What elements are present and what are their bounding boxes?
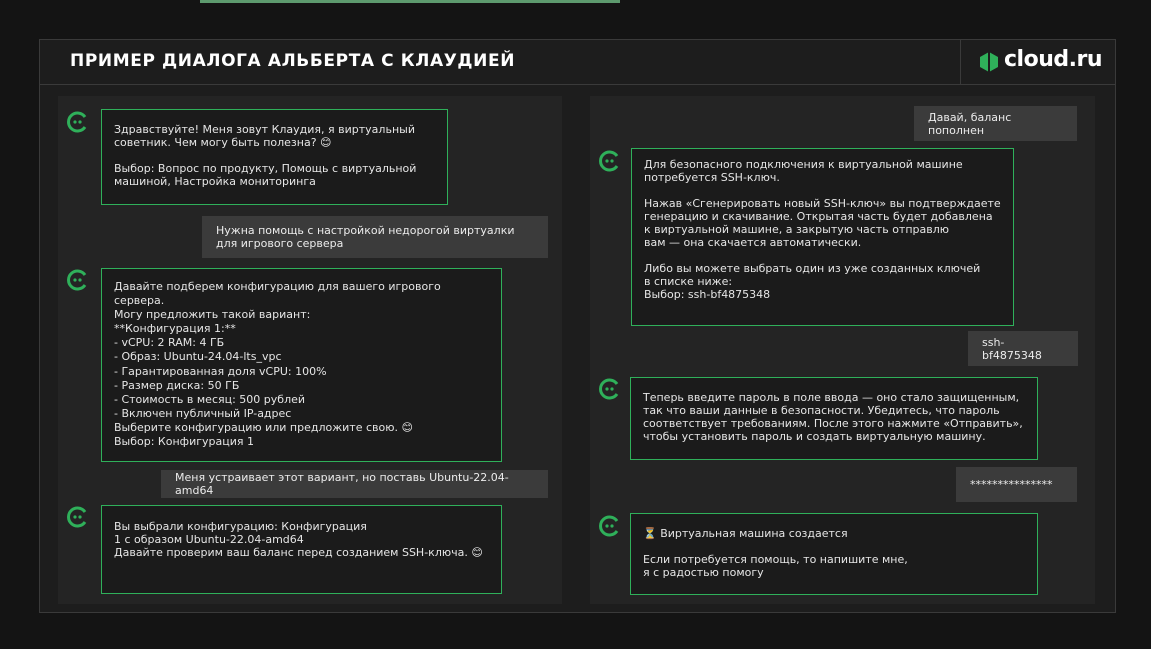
user-message: Давай, баланс пополнен xyxy=(914,106,1077,141)
bot-message: Теперь введите пароль в поле ввода — оно стало защищенным, так что ваши данные в безопасности. Убедитесь, что пароль соответствует требованиям. После этого нажмите «Отправить», чтобы установить пароль и создать виртуальную машину. xyxy=(630,377,1038,460)
page-title: ПРИМЕР ДИАЛОГА АЛЬБЕРТА С КЛАУДИЕЙ xyxy=(70,51,516,71)
bot-avatar-icon xyxy=(67,269,89,291)
logo xyxy=(960,40,1116,84)
logo-text: cloud.ru xyxy=(1004,47,1102,72)
cloud-logo-icon xyxy=(978,51,1000,73)
slide-header xyxy=(40,40,1115,85)
slide-frame xyxy=(39,39,1116,613)
user-message: *************** xyxy=(956,467,1077,502)
chat-panel-right xyxy=(590,96,1095,604)
user-message: Меня устраивает этот вариант, но поставь Ubuntu-22.04-amd64 xyxy=(161,470,548,498)
bot-message: Для безопасного подключения к виртуальной машине потребуется SSH-ключ. Нажав «Сгенерировать новый SSH-ключ» вы подтверждаете генерацию и скачивание. Открытая часть будет добавлена к виртуальной машине, а закрытую часть отправлю вам — она скачается автоматически. Либо вы можете выбрать один из уже созданных ключей в списке ниже: Выбор: ssh-bf4875348 xyxy=(631,148,1014,326)
bot-message: Вы выбрали конфигурацию: Конфигурация 1 с образом Ubuntu-22.04-amd64 Давайте проверим ваш баланс перед созданием SSH-ключа. 😊 xyxy=(101,505,502,594)
bot-message: ⏳ Виртуальная машина создается Если потребуется помощь, то напишите мне, я с радостью помогу xyxy=(630,513,1038,595)
top-accent-line xyxy=(200,0,620,3)
bot-avatar-icon xyxy=(67,506,89,528)
bot-avatar-icon xyxy=(67,111,89,133)
bot-avatar-icon xyxy=(599,378,621,400)
bot-avatar-icon xyxy=(599,150,621,172)
bot-message: Здравствуйте! Меня зовут Клаудия, я виртуальный советник. Чем могу быть полезна? 😊 Выбор: Вопрос по продукту, Помощь с виртуальной машиной, Настройка мониторинга xyxy=(101,109,448,205)
bot-message: Давайте подберем конфигурацию для вашего игрового сервера. Могу предложить такой вариант: **Конфигурация 1:** - vCPU: 2 RAM: 4 ГБ - Образ: Ubuntu-24.04-lts_vpc - Гарантированная доля vCPU: 100% - Размер диска: 50 ГБ - Стоимость в месяц: 500 рублей - Включен публичный IP-адрес Выберите конфигурацию или предложите свою. 😊 Выбор: Конфигурация 1 xyxy=(101,268,502,462)
chat-panel-left xyxy=(58,96,562,604)
user-message: ssh-bf4875348 xyxy=(968,331,1078,366)
user-message: Нужна помощь с настройкой недорогой виртуалки для игрового сервера xyxy=(202,216,548,258)
bot-avatar-icon xyxy=(599,515,621,537)
